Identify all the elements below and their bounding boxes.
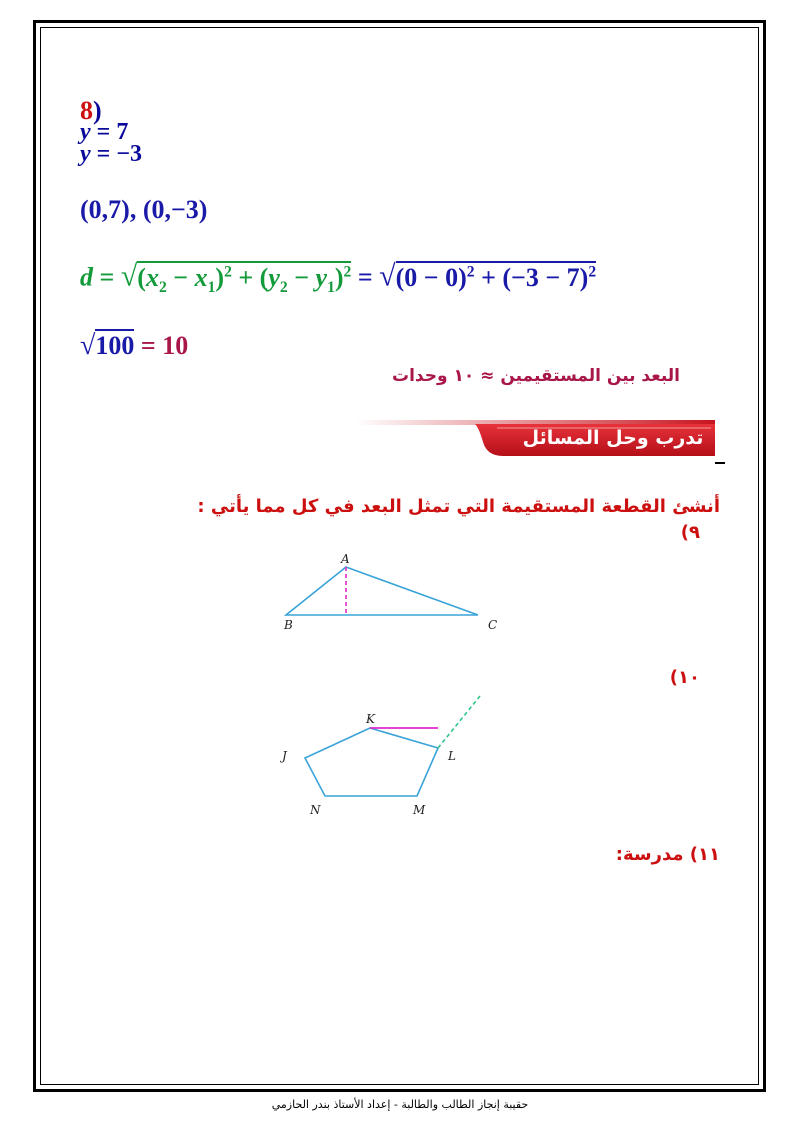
item-9-label: ٩) [680, 522, 700, 543]
banner-title: تدرب وحل المسائل [522, 427, 704, 449]
distance-statement: البعد بين المستقيمين ≈ ١٠ وحدات [392, 366, 680, 386]
item-10-label: ١٠) [669, 667, 700, 688]
vertex-label-b: B [284, 618, 293, 632]
item-11-label: ١١) مدرسة: [615, 844, 720, 865]
vertex-label-k: K [366, 712, 375, 726]
vertex-label-a: A [341, 552, 350, 566]
vertex-label-l: L [448, 749, 456, 763]
root-result: √100 = 10 [80, 330, 189, 361]
instruction-text: أنشئ القطعة المستقيمة التي تمثل البعد في كل مما يأتي : [197, 496, 720, 517]
problem-8-number: 8) [80, 96, 102, 125]
equation-2: y = −3 [80, 141, 143, 167]
page-footer: حقيبة إنجاز الطالب والطالبة - إعداد الأستاذ بندر الحازمي [271, 1098, 529, 1111]
points-pair: (0,7), (0,−3) [80, 195, 208, 224]
vertex-label-j: J [282, 749, 287, 763]
vertex-label-c: C [488, 618, 498, 632]
distance-formula: $d = √(x_2 - x_1)^2 + (y_2 - y_1)^2 = √(0 - 0)^2 + (-3 - 7)^2$ [80, 259, 597, 296]
equation-1: y = 7 [80, 119, 129, 145]
figure-10-pentagon [275, 690, 495, 820]
figure-9-triangle [270, 545, 510, 635]
vertex-label-n: N [310, 803, 321, 817]
section-banner [355, 410, 725, 470]
vertex-label-m: M [413, 803, 426, 817]
